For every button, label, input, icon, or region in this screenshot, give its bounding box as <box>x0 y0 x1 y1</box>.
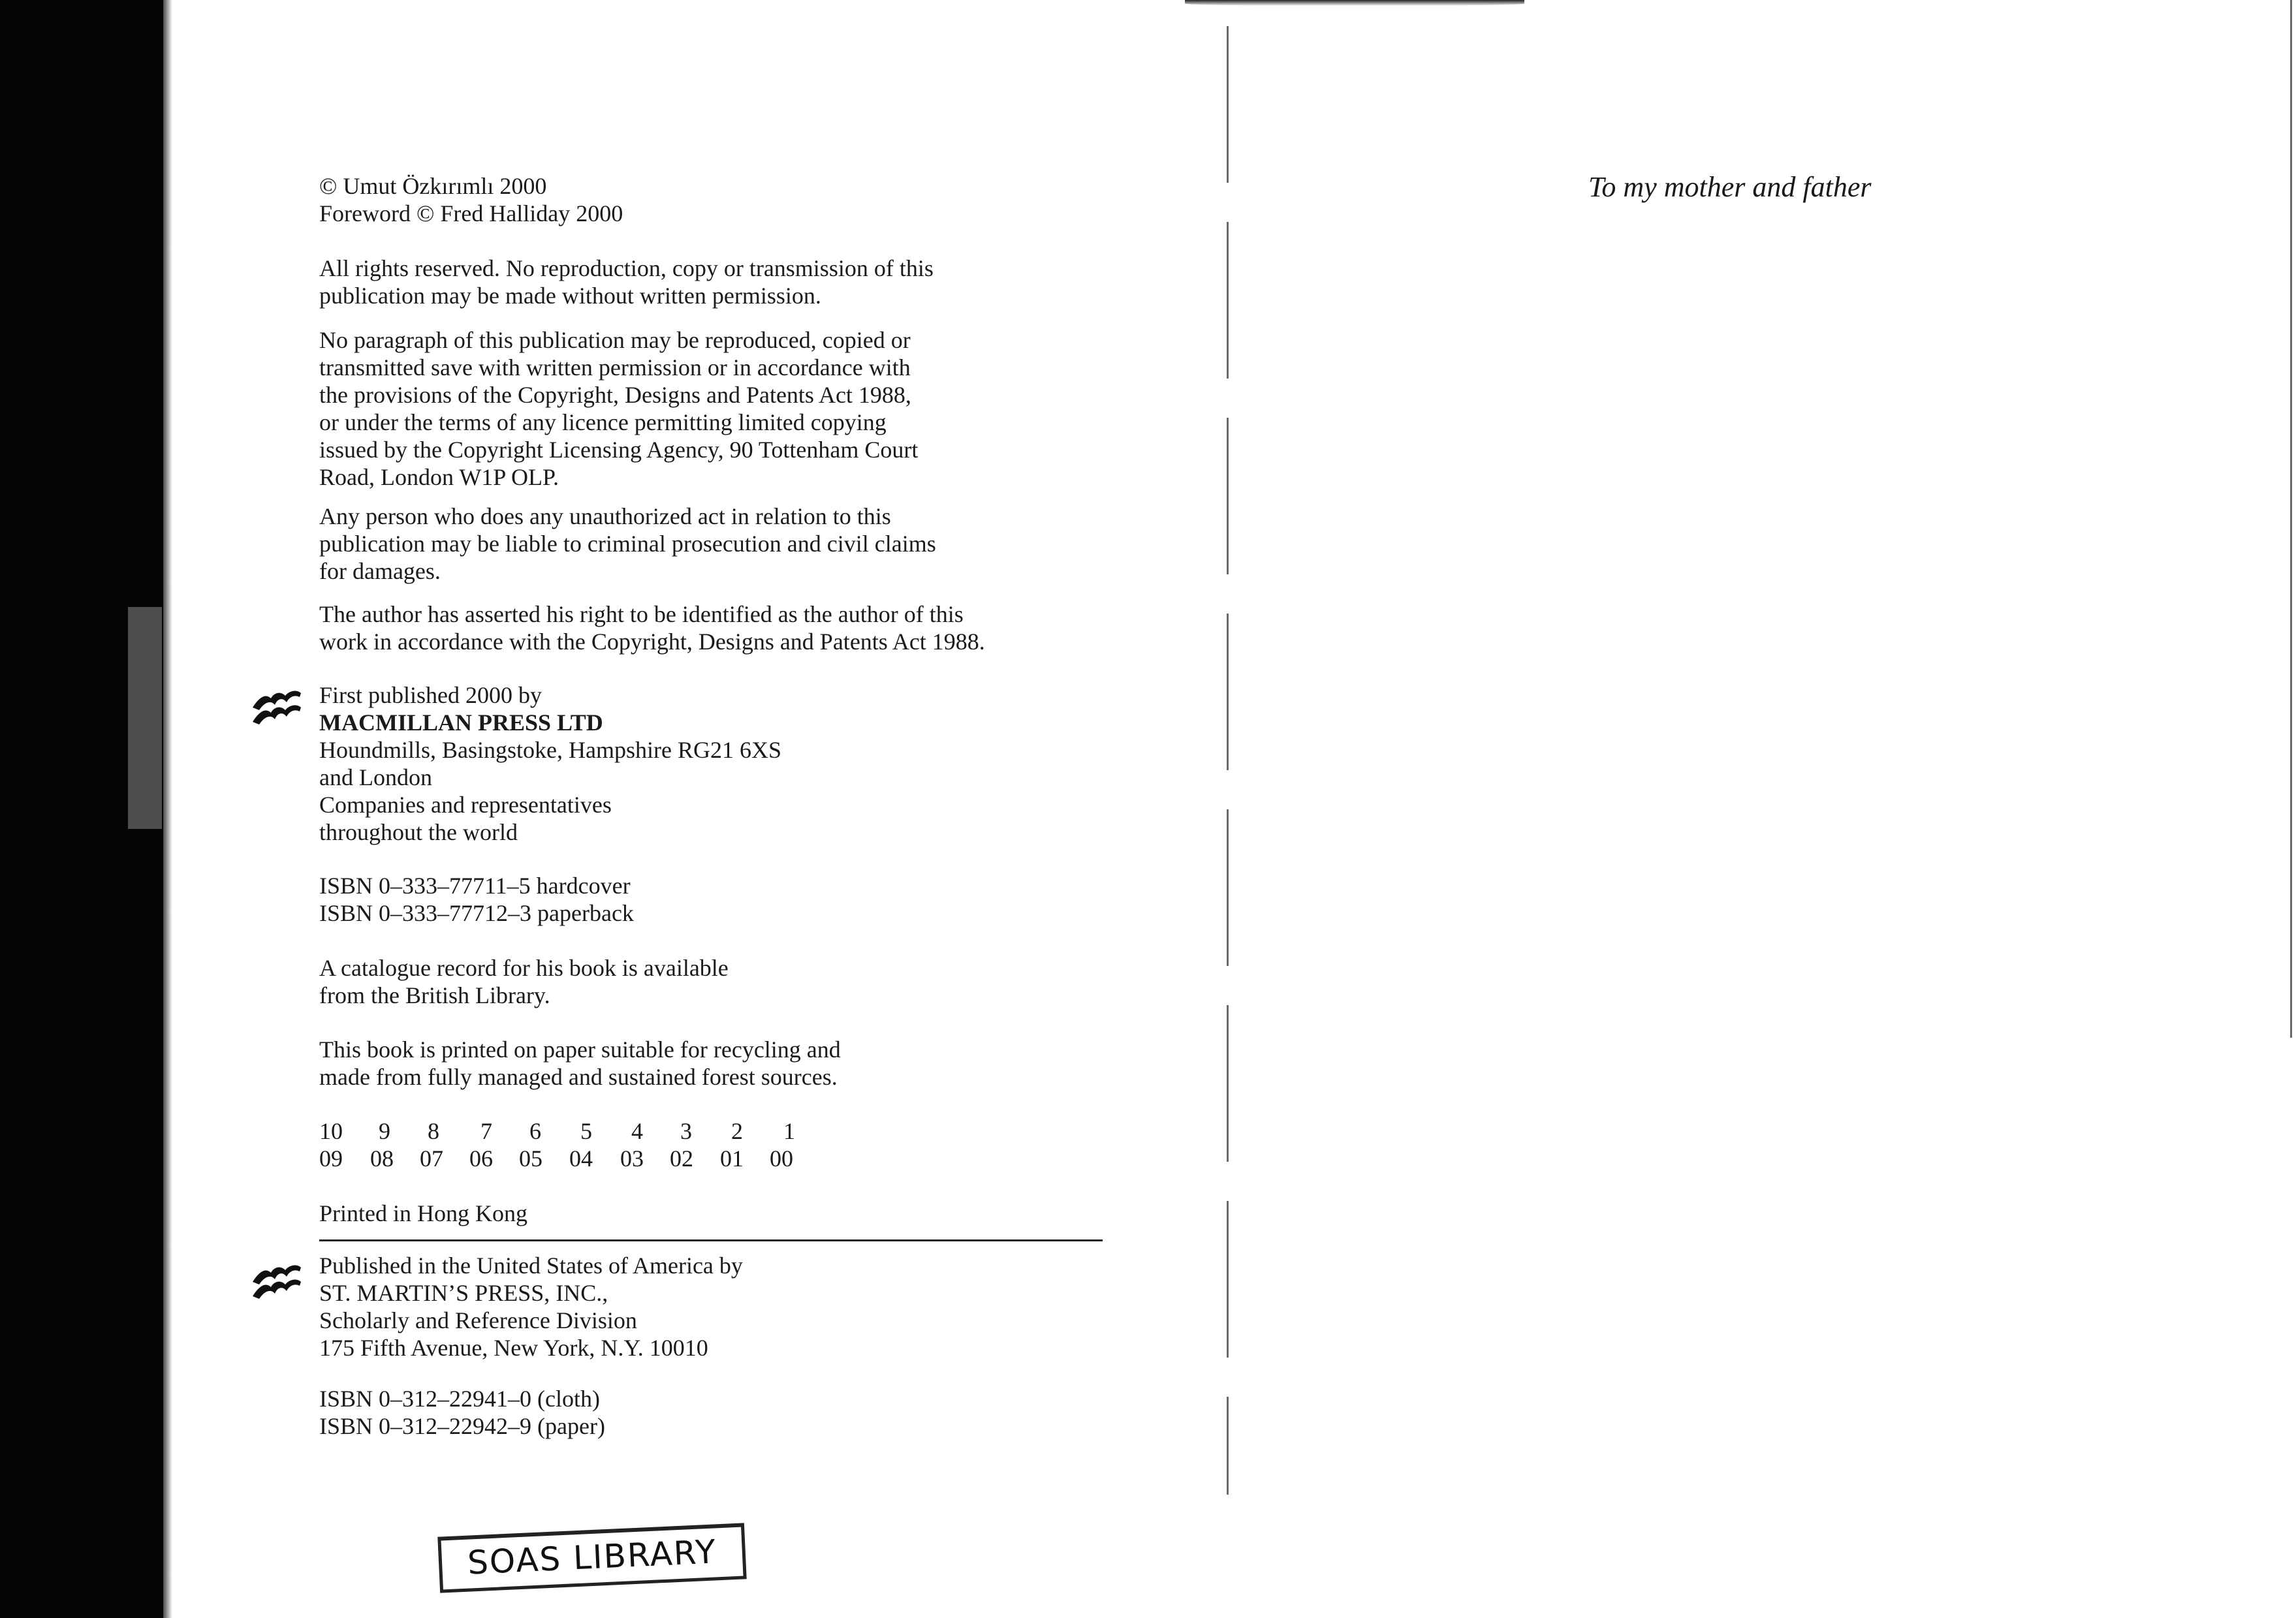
spine-shadow <box>163 0 172 1618</box>
rights-paragraph <box>319 255 934 309</box>
year-number: 06 <box>469 1145 493 1172</box>
print-number: 3 <box>680 1118 692 1144</box>
scan-smudge <box>1185 0 1524 6</box>
text-line: transmitted save with written permission or in accordance with <box>319 354 911 381</box>
reproduction-paragraph <box>319 326 918 491</box>
text-line: Published in the United States of America by <box>319 1252 743 1279</box>
year-number: 00 <box>770 1145 793 1172</box>
print-number: 2 <box>731 1118 743 1144</box>
text-line: No paragraph of this publication may be reproduced, copied or <box>319 327 911 353</box>
us-isbn-block <box>319 1385 605 1440</box>
text-line: ST. MARTIN’S PRESS, INC., <box>319 1280 608 1306</box>
text-line: Road, London W1P OLP. <box>319 464 559 490</box>
stamp-text: SOAS LIBRARY <box>466 1532 718 1582</box>
text-line: work in accordance with the Copyright, Designs and Patents Act 1988. <box>319 629 985 655</box>
isbn-line: ISBN 0–333–77712–3 paperback <box>319 900 634 926</box>
page-edge <box>2290 0 2292 1038</box>
address-line: Houndmills, Basingstoke, Hampshire RG21 6XS <box>319 737 781 763</box>
text-line: Printed in Hong Kong <box>319 1200 527 1226</box>
year-number: 05 <box>519 1145 543 1172</box>
publisher-logo-icon <box>251 1262 302 1299</box>
text-line: Scholarly and Reference Division <box>319 1307 637 1333</box>
printed-in-line <box>319 1200 527 1227</box>
dedication: To my mother and father <box>1588 171 1872 203</box>
text-line: Any person who does any unauthorized act in relation to this <box>319 503 891 529</box>
year-number: 09 <box>319 1145 343 1172</box>
print-number: 6 <box>529 1118 541 1144</box>
spine-wear <box>128 607 162 829</box>
uk-publisher-block <box>319 681 781 846</box>
text-line: publication may be liable to criminal prosecution and civil claims <box>319 531 936 557</box>
us-publisher-block <box>319 1252 743 1361</box>
text-line: The author has asserted his right to be identified as the author of this <box>319 601 964 627</box>
author-right-paragraph <box>319 600 985 655</box>
text-line: issued by the Copyright Licensing Agency, 90 Tottenham Court <box>319 437 919 463</box>
print-number: 10 <box>319 1118 343 1144</box>
address-line: throughout the world <box>319 819 518 845</box>
foreword-copyright-line: Foreword © Fred Halliday 2000 <box>319 200 623 226</box>
print-number: 8 <box>428 1118 439 1144</box>
print-number: 1 <box>783 1118 795 1144</box>
page-gutter <box>1227 26 1229 1495</box>
isbn-line: ISBN 0–312–22942–9 (paper) <box>319 1413 605 1439</box>
text-line: or under the terms of any licence permitting limited copying <box>319 409 887 435</box>
text-line: from the British Library. <box>319 982 550 1008</box>
address-line: Companies and representatives <box>319 792 612 818</box>
publisher-name: MACMILLAN PRESS LTD <box>319 709 603 736</box>
year-number: 03 <box>620 1145 644 1172</box>
year-number: 07 <box>420 1145 443 1172</box>
text-line: A catalogue record for his book is available <box>319 955 729 981</box>
isbn-line: ISBN 0–312–22941–0 (cloth) <box>319 1386 600 1412</box>
text-line: publication may be made without written permission. <box>319 283 821 309</box>
year-number: 01 <box>720 1145 744 1172</box>
liability-paragraph <box>319 503 936 585</box>
paper-note-paragraph <box>319 1036 841 1091</box>
first-published-line: First published 2000 by <box>319 682 543 708</box>
section-divider <box>319 1239 1103 1241</box>
isbn-line: ISBN 0–333–77711–5 hardcover <box>319 873 631 899</box>
address-line: and London <box>319 764 432 790</box>
year-number: 04 <box>569 1145 593 1172</box>
catalogue-paragraph <box>319 954 729 1009</box>
year-number: 08 <box>370 1145 394 1172</box>
print-number: 9 <box>379 1118 390 1144</box>
text-line: the provisions of the Copyright, Designs and Patents Act 1988, <box>319 382 911 408</box>
print-number: 7 <box>480 1118 492 1144</box>
text-line: made from fully managed and sustained forest sources. <box>319 1064 838 1090</box>
text-line: for damages. <box>319 558 441 584</box>
text-line: All rights reserved. No reproduction, copy or transmission of this <box>319 255 934 281</box>
copyright-line: © Umut Özkırımlı 2000 <box>319 173 547 199</box>
print-number: 4 <box>631 1118 643 1144</box>
text-line: 175 Fifth Avenue, New York, N.Y. 10010 <box>319 1335 708 1361</box>
library-stamp <box>437 1523 746 1593</box>
year-number: 02 <box>670 1145 693 1172</box>
print-number: 5 <box>580 1118 592 1144</box>
text-line: This book is printed on paper suitable for recycling and <box>319 1036 841 1063</box>
publisher-logo-icon <box>251 688 302 724</box>
uk-isbn-block <box>319 872 634 927</box>
copyright-block <box>319 172 623 227</box>
